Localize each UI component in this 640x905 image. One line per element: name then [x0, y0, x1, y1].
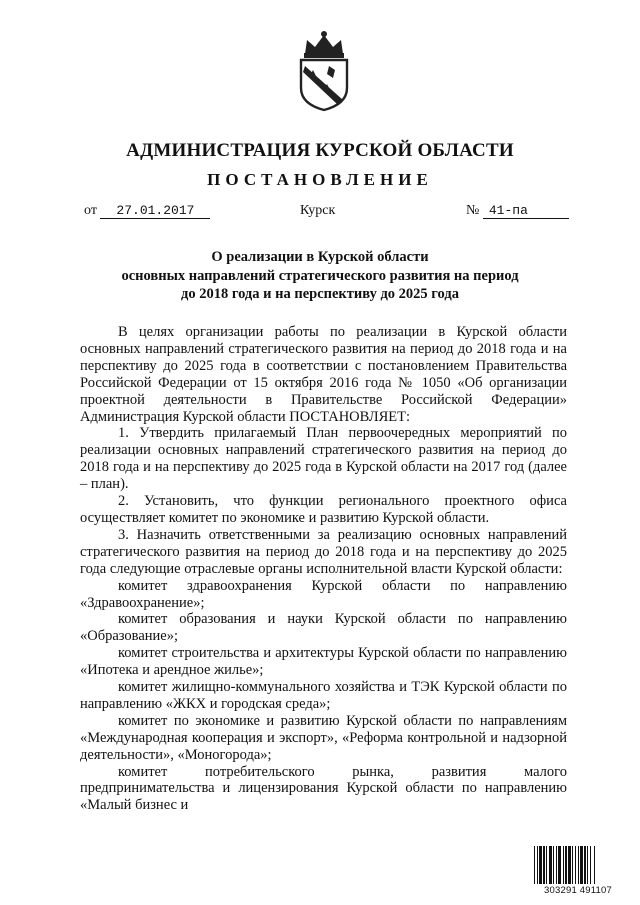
paragraph-preamble: В целях организации работы по реализации в Курской области основных направлений стратегического развития на период до 2018 года и на перспективу до 2025 года в соответствии с постановлением Правительства Российской Федерации от 15 октября 2016 года № 1050 «Об организации проектной деятельности в Правительстве Российской Федерации» Администрация Курской области ПОСТАНОВЛЯЕТ:	[80, 324, 567, 425]
date-prefix: от	[84, 203, 97, 218]
list-item: комитет жилищно-коммунального хозяйства и ТЭК Курской области по направлению «ЖКХ и городская среда»;	[80, 679, 567, 712]
barcode-bar	[568, 846, 571, 884]
document-title	[0, 248, 640, 304]
document-number	[466, 203, 569, 219]
barcode-bar	[584, 846, 586, 884]
barcode-bar	[549, 846, 552, 884]
title-line: до 2018 года и на перспективу до 2025 года	[181, 286, 459, 302]
barcode-bar	[534, 846, 535, 884]
barcode-bar	[580, 846, 583, 884]
barcode-bar	[537, 846, 538, 884]
barcode-bar	[543, 846, 545, 884]
list-item: комитет строительства и архитектуры Курской области по направлению «Ипотека и арендное жилье»;	[80, 645, 567, 679]
list-item: комитет по экономике и развитию Курской области по направлениям «Международная кооперация и экспорт», «Реформа контрольной и надзорной деятельности», «Моногорода»;	[80, 712, 567, 763]
crown-icon	[304, 31, 344, 58]
barcode-bar	[575, 846, 576, 884]
barcode-bar	[563, 846, 564, 884]
paragraph-item-2: 2. Установить, что функции регионального проектного офиса осуществляет комитет по экономике и развитию Курской области.	[80, 493, 567, 526]
list-item: комитет потребительского рынка, развития малого предпринимательства и лицензирования Курской области по направлению «Малый бизнес и	[80, 763, 567, 814]
organization-name: АДМИНИСТРАЦИЯ КУРСКОЙ ОБЛАСТИ	[126, 140, 514, 161]
number-prefix: №	[466, 203, 480, 218]
document-body	[80, 324, 567, 814]
barcode-bar	[578, 846, 579, 884]
document-type: ПОСТАНОВЛЕНИЕ	[207, 170, 433, 189]
barcode-bars	[533, 846, 623, 884]
barcode	[533, 846, 623, 898]
barcode-bar	[587, 846, 588, 884]
document-date	[84, 203, 210, 219]
barcode-bar	[594, 846, 595, 884]
title-line: О реализации в Курской области	[211, 249, 429, 265]
paragraph-item-3: 3. Назначить ответственными за реализацию основных направлений стратегического развития на период до 2018 года и на перспективу до 2025 года следующие отраслевые органы исполнительной власти Курской области:	[80, 526, 567, 577]
barcode-number: 303291 491107	[544, 885, 612, 896]
list-item: комитет образования и науки Курской области по направлению «Образование»;	[80, 611, 567, 645]
date-value: 27.01.2017	[100, 204, 210, 219]
barcode-bar	[553, 846, 554, 884]
document-city: Курск	[300, 203, 336, 218]
shield-icon	[301, 60, 347, 110]
title-line: основных направлений стратегического развития на период	[121, 267, 519, 284]
barcode-bar	[572, 846, 573, 884]
barcode-bar	[558, 846, 561, 884]
list-item: комитет здравоохранения Курской области по направлению «Здравоохранение»;	[80, 577, 567, 611]
number-value: 41-па	[483, 204, 569, 219]
coat-of-arms-emblem	[293, 30, 355, 112]
paragraph-item-1: 1. Утвердить прилагаемый План первоочередных мероприятий по реализации основных направлений стратегического развития на период до 2018 года и на перспективу до 2025 года в Курской области на 2017 год (далее – план).	[80, 425, 567, 493]
barcode-bar	[556, 846, 557, 884]
barcode-bar	[590, 846, 591, 884]
barcode-bar	[539, 846, 542, 884]
barcode-bar	[546, 846, 547, 884]
barcode-bar	[565, 846, 567, 884]
